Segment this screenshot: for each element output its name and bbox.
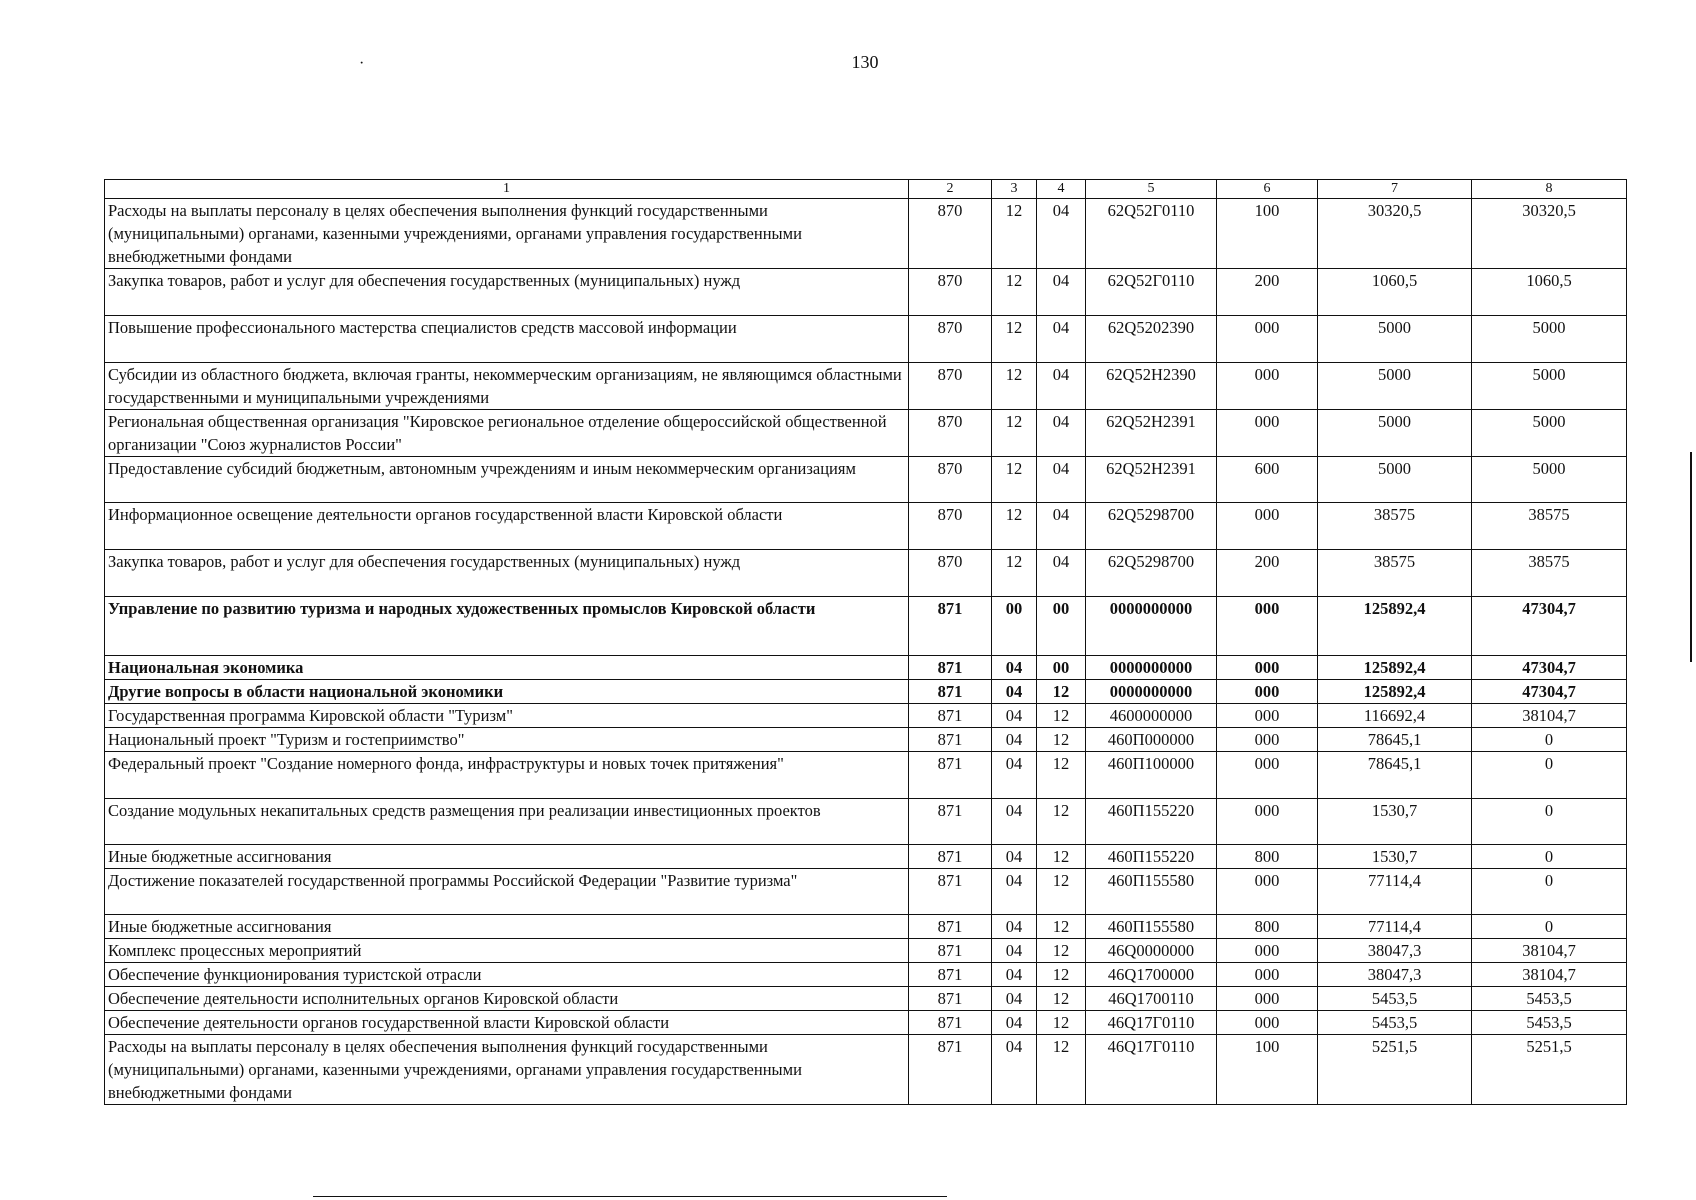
row-name: Региональная общественная организация "Кировское региональное отделение общероссийской общественной организации "Союз журналистов России" [105, 410, 909, 457]
code-4: 04 [1037, 269, 1086, 316]
row-name: Субсидии из областного бюджета, включая гранты, некоммерческим организациям, не являющимся областными государственными и муниципальными учреждениями [105, 363, 909, 410]
code-6: 800 [1217, 845, 1318, 869]
code-5: 62Q52Н2391 [1086, 410, 1217, 457]
row-name: Национальный проект "Туризм и гостеприимство" [105, 728, 909, 752]
value-7: 1060,5 [1318, 269, 1472, 316]
value-8: 0 [1472, 845, 1627, 869]
code-3: 04 [992, 680, 1037, 704]
code-3: 04 [992, 987, 1037, 1011]
code-4: 12 [1037, 939, 1086, 963]
code-4: 12 [1037, 704, 1086, 728]
value-8: 0 [1472, 728, 1627, 752]
table-row [105, 939, 1627, 963]
row-name: Информационное освещение деятельности органов государственной власти Кировской области [105, 503, 909, 550]
value-7: 5453,5 [1318, 1011, 1472, 1035]
row-name: Создание модульных некапитальных средств размещения при реализации инвестиционных проектов [105, 799, 909, 845]
column-number-row [105, 180, 1627, 199]
table-row [105, 987, 1627, 1011]
code-4: 00 [1037, 597, 1086, 656]
code-6: 000 [1217, 704, 1318, 728]
code-4: 04 [1037, 199, 1086, 269]
code-2: 871 [909, 752, 992, 799]
code-6: 000 [1217, 316, 1318, 363]
code-6: 200 [1217, 269, 1318, 316]
code-5: 46Q0000000 [1086, 939, 1217, 963]
table-row [105, 597, 1627, 656]
code-3: 04 [992, 728, 1037, 752]
value-7: 125892,4 [1318, 656, 1472, 680]
code-3: 04 [992, 799, 1037, 845]
code-2: 870 [909, 199, 992, 269]
code-6: 000 [1217, 939, 1318, 963]
code-2: 871 [909, 987, 992, 1011]
code-3: 12 [992, 363, 1037, 410]
value-7: 38047,3 [1318, 939, 1472, 963]
code-5: 460П155580 [1086, 915, 1217, 939]
budget-table [104, 179, 1627, 1105]
code-3: 12 [992, 410, 1037, 457]
code-6: 000 [1217, 963, 1318, 987]
row-name: Комплекс процессных мероприятий [105, 939, 909, 963]
code-3: 04 [992, 752, 1037, 799]
value-8: 5453,5 [1472, 987, 1627, 1011]
code-6: 000 [1217, 597, 1318, 656]
page-number: 130 [851, 52, 879, 72]
code-4: 04 [1037, 457, 1086, 503]
table-row [105, 363, 1627, 410]
row-name: Государственная программа Кировской области "Туризм" [105, 704, 909, 728]
table-row [105, 550, 1627, 597]
value-8: 5000 [1472, 457, 1627, 503]
row-name: Расходы на выплаты персоналу в целях обеспечения выполнения функций государственными (муниципальными) органами, казенными учреждениями, органами управления государственными внебюджетными фондами [105, 199, 909, 269]
code-4: 12 [1037, 752, 1086, 799]
value-8: 47304,7 [1472, 597, 1627, 656]
value-7: 38575 [1318, 550, 1472, 597]
code-5: 62Q5298700 [1086, 550, 1217, 597]
table-row [105, 704, 1627, 728]
col-header-4: 4 [1037, 180, 1086, 199]
code-6: 000 [1217, 680, 1318, 704]
code-3: 04 [992, 704, 1037, 728]
stray-dot: · [359, 55, 365, 72]
table-row [105, 316, 1627, 363]
value-8: 38575 [1472, 503, 1627, 550]
code-2: 870 [909, 269, 992, 316]
value-7: 1530,7 [1318, 799, 1472, 845]
code-6: 100 [1217, 199, 1318, 269]
code-4: 04 [1037, 363, 1086, 410]
code-3: 04 [992, 1035, 1037, 1105]
code-3: 04 [992, 1011, 1037, 1035]
value-7: 1530,7 [1318, 845, 1472, 869]
col-header-6: 6 [1217, 180, 1318, 199]
col-header-7: 7 [1318, 180, 1472, 199]
row-name: Обеспечение функционирования туристской отрасли [105, 963, 909, 987]
code-5: 0000000000 [1086, 597, 1217, 656]
value-8: 0 [1472, 869, 1627, 915]
code-6: 000 [1217, 410, 1318, 457]
code-2: 871 [909, 869, 992, 915]
value-8: 38104,7 [1472, 704, 1627, 728]
row-name: Повышение профессионального мастерства специалистов средств массовой информации [105, 316, 909, 363]
code-4: 12 [1037, 1011, 1086, 1035]
value-7: 38047,3 [1318, 963, 1472, 987]
code-2: 871 [909, 845, 992, 869]
value-7: 38575 [1318, 503, 1472, 550]
value-8: 5000 [1472, 363, 1627, 410]
table-row [105, 845, 1627, 869]
value-8: 38104,7 [1472, 963, 1627, 987]
value-7: 125892,4 [1318, 680, 1472, 704]
row-name: Достижение показателей государственной программы Российской Федерации "Развитие туризма" [105, 869, 909, 915]
code-5: 460П100000 [1086, 752, 1217, 799]
value-7: 5251,5 [1318, 1035, 1472, 1105]
code-3: 04 [992, 869, 1037, 915]
code-2: 870 [909, 316, 992, 363]
table-row [105, 410, 1627, 457]
code-2: 871 [909, 656, 992, 680]
row-name: Расходы на выплаты персоналу в целях обеспечения выполнения функций государственными (муниципальными) органами, казенными учреждениями, органами управления государственными внебюджетными фондами [105, 1035, 909, 1105]
code-6: 000 [1217, 752, 1318, 799]
value-8: 5453,5 [1472, 1011, 1627, 1035]
value-8: 5251,5 [1472, 1035, 1627, 1105]
table-row [105, 799, 1627, 845]
value-7: 125892,4 [1318, 597, 1472, 656]
code-4: 12 [1037, 1035, 1086, 1105]
code-5: 62Q5298700 [1086, 503, 1217, 550]
code-2: 871 [909, 728, 992, 752]
code-2: 870 [909, 363, 992, 410]
value-7: 5453,5 [1318, 987, 1472, 1011]
code-4: 04 [1037, 410, 1086, 457]
code-6: 800 [1217, 915, 1318, 939]
code-5: 62Q52Н2391 [1086, 457, 1217, 503]
code-3: 12 [992, 550, 1037, 597]
code-4: 12 [1037, 915, 1086, 939]
code-5: 46Q1700000 [1086, 963, 1217, 987]
code-2: 870 [909, 457, 992, 503]
value-7: 116692,4 [1318, 704, 1472, 728]
code-4: 12 [1037, 987, 1086, 1011]
row-name: Иные бюджетные ассигнования [105, 845, 909, 869]
row-name: Закупка товаров, работ и услуг для обеспечения государственных (муниципальных) нужд [105, 550, 909, 597]
table-row [105, 680, 1627, 704]
code-2: 871 [909, 1035, 992, 1105]
value-7: 5000 [1318, 316, 1472, 363]
table-row [105, 869, 1627, 915]
row-name: Национальная экономика [105, 656, 909, 680]
code-2: 870 [909, 410, 992, 457]
value-8: 30320,5 [1472, 199, 1627, 269]
code-5: 62Q52Н2390 [1086, 363, 1217, 410]
code-5: 46Q1700110 [1086, 987, 1217, 1011]
code-2: 870 [909, 503, 992, 550]
table-row [105, 656, 1627, 680]
code-4: 04 [1037, 550, 1086, 597]
value-7: 5000 [1318, 410, 1472, 457]
col-header-1: 1 [105, 180, 909, 199]
row-name: Обеспечение деятельности исполнительных органов Кировской области [105, 987, 909, 1011]
table-row [105, 503, 1627, 550]
code-5: 46Q17Г0110 [1086, 1011, 1217, 1035]
code-4: 12 [1037, 728, 1086, 752]
code-2: 871 [909, 915, 992, 939]
value-8: 5000 [1472, 410, 1627, 457]
code-4: 00 [1037, 656, 1086, 680]
table-row [105, 199, 1627, 269]
code-6: 000 [1217, 363, 1318, 410]
code-3: 12 [992, 269, 1037, 316]
code-4: 12 [1037, 869, 1086, 915]
row-name: Иные бюджетные ассигнования [105, 915, 909, 939]
col-header-2: 2 [909, 180, 992, 199]
value-8: 1060,5 [1472, 269, 1627, 316]
code-3: 04 [992, 939, 1037, 963]
code-3: 04 [992, 963, 1037, 987]
code-6: 000 [1217, 503, 1318, 550]
code-2: 871 [909, 680, 992, 704]
code-4: 04 [1037, 316, 1086, 363]
value-8: 47304,7 [1472, 680, 1627, 704]
code-5: 62Q5202390 [1086, 316, 1217, 363]
code-3: 12 [992, 316, 1037, 363]
code-5: 4600000000 [1086, 704, 1217, 728]
code-3: 04 [992, 915, 1037, 939]
code-2: 870 [909, 550, 992, 597]
code-6: 000 [1217, 869, 1318, 915]
code-2: 871 [909, 963, 992, 987]
code-3: 12 [992, 457, 1037, 503]
value-7: 78645,1 [1318, 728, 1472, 752]
col-header-3: 3 [992, 180, 1037, 199]
code-2: 871 [909, 704, 992, 728]
value-7: 77114,4 [1318, 869, 1472, 915]
value-8: 38104,7 [1472, 939, 1627, 963]
col-header-8: 8 [1472, 180, 1627, 199]
value-7: 5000 [1318, 363, 1472, 410]
code-5: 46Q17Г0110 [1086, 1035, 1217, 1105]
code-6: 000 [1217, 987, 1318, 1011]
row-name: Предоставление субсидий бюджетным, автономным учреждениям и иным некоммерческим организациям [105, 457, 909, 503]
row-name: Закупка товаров, работ и услуг для обеспечения государственных (муниципальных) нужд [105, 269, 909, 316]
value-7: 30320,5 [1318, 199, 1472, 269]
code-6: 000 [1217, 799, 1318, 845]
margin-mark [1690, 452, 1692, 662]
code-5: 0000000000 [1086, 680, 1217, 704]
value-8: 0 [1472, 915, 1627, 939]
table-row [105, 752, 1627, 799]
table-body [105, 180, 1627, 1105]
bottom-rule [313, 1196, 947, 1197]
code-5: 62Q52Г0110 [1086, 269, 1217, 316]
code-6: 000 [1217, 1011, 1318, 1035]
row-name: Управление по развитию туризма и народных художественных промыслов Кировской области [105, 597, 909, 656]
code-5: 460П155580 [1086, 869, 1217, 915]
code-2: 871 [909, 1011, 992, 1035]
code-5: 0000000000 [1086, 656, 1217, 680]
row-name: Обеспечение деятельности органов государственной власти Кировской области [105, 1011, 909, 1035]
table-row [105, 1011, 1627, 1035]
code-4: 04 [1037, 503, 1086, 550]
code-3: 12 [992, 503, 1037, 550]
code-5: 460П000000 [1086, 728, 1217, 752]
code-3: 04 [992, 656, 1037, 680]
table-row [105, 1035, 1627, 1105]
code-4: 12 [1037, 845, 1086, 869]
code-2: 871 [909, 939, 992, 963]
code-3: 12 [992, 199, 1037, 269]
code-2: 871 [909, 799, 992, 845]
code-5: 62Q52Г0110 [1086, 199, 1217, 269]
row-name: Федеральный проект "Создание номерного фонда, инфраструктуры и новых точек притяжения" [105, 752, 909, 799]
code-6: 100 [1217, 1035, 1318, 1105]
value-7: 5000 [1318, 457, 1472, 503]
code-6: 200 [1217, 550, 1318, 597]
code-3: 04 [992, 845, 1037, 869]
value-8: 5000 [1472, 316, 1627, 363]
code-3: 00 [992, 597, 1037, 656]
value-8: 0 [1472, 752, 1627, 799]
code-2: 871 [909, 597, 992, 656]
value-7: 78645,1 [1318, 752, 1472, 799]
table-row [105, 963, 1627, 987]
code-4: 12 [1037, 963, 1086, 987]
code-5: 460П155220 [1086, 799, 1217, 845]
code-6: 600 [1217, 457, 1318, 503]
code-6: 000 [1217, 728, 1318, 752]
code-5: 460П155220 [1086, 845, 1217, 869]
code-4: 12 [1037, 680, 1086, 704]
value-8: 0 [1472, 799, 1627, 845]
code-6: 000 [1217, 656, 1318, 680]
table-row [105, 915, 1627, 939]
code-4: 12 [1037, 799, 1086, 845]
value-8: 38575 [1472, 550, 1627, 597]
table-row [105, 457, 1627, 503]
row-name: Другие вопросы в области национальной экономики [105, 680, 909, 704]
col-header-5: 5 [1086, 180, 1217, 199]
table-row [105, 269, 1627, 316]
value-7: 77114,4 [1318, 915, 1472, 939]
table-row [105, 728, 1627, 752]
value-8: 47304,7 [1472, 656, 1627, 680]
